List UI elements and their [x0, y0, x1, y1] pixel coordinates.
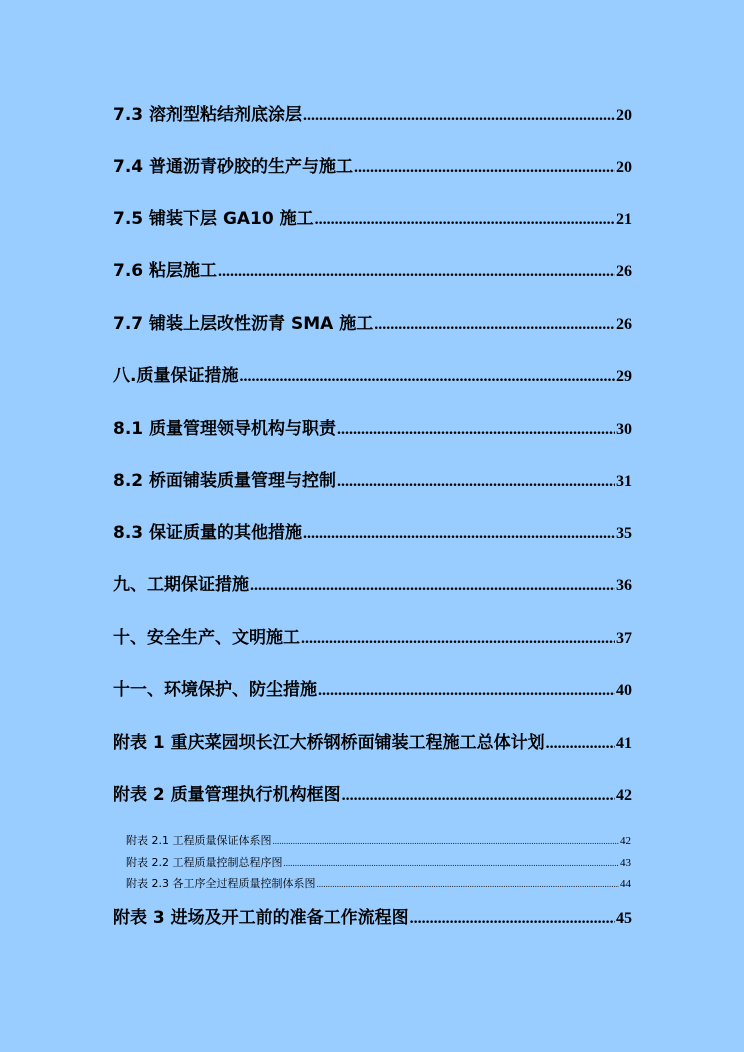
toc-page-number: 20 [616, 107, 632, 124]
toc-dot-leader [318, 679, 615, 703]
toc-dot-leader [546, 732, 615, 756]
toc-dot-leader [218, 260, 615, 284]
toc-entry-title: 八.质量保证措施 [113, 366, 239, 386]
toc-entry[interactable] [113, 469, 632, 493]
toc-entry[interactable] [113, 521, 632, 545]
toc-entry-title: 十一、环境保护、防尘措施 [113, 680, 317, 700]
toc-page-number: 43 [620, 857, 631, 869]
toc-entry-title: 附表 2 质量管理执行机构框图 [113, 785, 341, 805]
toc-page-number: 20 [616, 159, 632, 176]
toc-entry-title: 8.2 桥面铺装质量管理与控制 [113, 471, 337, 491]
toc-dot-leader [354, 156, 615, 180]
toc-dot-leader [303, 522, 615, 546]
toc-dot-leader [315, 208, 615, 232]
toc-entry[interactable] [113, 103, 632, 127]
toc-dot-leader [239, 365, 615, 389]
toc-page-number: 45 [616, 910, 632, 927]
toc-subentry[interactable] [126, 855, 631, 871]
toc-page-number: 35 [616, 525, 632, 542]
toc-page-number: 40 [616, 682, 632, 699]
toc-page-number: 44 [620, 878, 631, 890]
toc-entry-title: 7.7 铺装上层改性沥青 SMA 施工 [113, 314, 374, 334]
toc-page-number: 26 [616, 316, 632, 333]
toc-entry-title: 十、安全生产、文明施工 [113, 628, 300, 648]
toc-entry-title: 8.3 保证质量的其他措施 [113, 523, 303, 543]
toc-entry-title: 7.3 溶剂型粘结剂底涂层 [113, 105, 303, 125]
toc-entry-title: 附表 2.2 工程质量控制总程序图 [126, 856, 283, 869]
toc-entry[interactable] [113, 364, 632, 388]
toc-dot-leader [337, 470, 615, 494]
toc-entry-title: 附表 2.1 工程质量保证体系图 [126, 834, 272, 847]
toc-entry[interactable] [113, 626, 632, 650]
toc-entry-title: 附表 1 重庆菜园坝长江大桥钢桥面铺装工程施工总体计划 [113, 733, 545, 753]
toc-dot-leader [317, 876, 620, 892]
toc-dot-leader [374, 313, 615, 337]
toc-page-number: 31 [616, 473, 632, 490]
toc-entry[interactable] [113, 207, 632, 231]
toc-page-number: 42 [616, 787, 632, 804]
toc-subentry[interactable] [126, 876, 631, 892]
toc-entry[interactable] [113, 155, 632, 179]
toc-page-number: 26 [616, 263, 632, 280]
toc-entry[interactable] [113, 678, 632, 702]
toc-entry[interactable] [113, 783, 632, 807]
toc-entry[interactable] [113, 417, 632, 441]
toc-entry[interactable] [113, 906, 632, 930]
toc-dot-leader [410, 907, 615, 931]
toc-dot-leader [273, 833, 620, 849]
toc-page-number: 42 [620, 835, 631, 847]
toc-subentry[interactable] [126, 833, 631, 849]
toc-entry[interactable] [113, 573, 632, 597]
toc-entry-title: 7.6 粘层施工 [113, 261, 218, 281]
toc-page-number: 30 [616, 421, 632, 438]
toc-entry-title: 附表 2.3 各工序全过程质量控制体系图 [126, 877, 316, 890]
toc-entry[interactable] [113, 731, 632, 755]
toc-entry-title: 7.5 铺装下层 GA10 施工 [113, 209, 314, 229]
toc-dot-leader [250, 574, 615, 598]
toc-entry[interactable] [113, 259, 632, 283]
toc-dot-leader [342, 784, 615, 808]
toc-entry-title: 附表 3 进场及开工前的准备工作流程图 [113, 908, 409, 928]
toc-page-number: 29 [616, 368, 632, 385]
toc-entry-title: 8.1 质量管理领导机构与职责 [113, 419, 337, 439]
toc-page-number: 36 [616, 577, 632, 594]
toc-dot-leader [303, 104, 615, 128]
toc-page-number: 41 [616, 735, 632, 752]
toc-entry-title: 九、工期保证措施 [113, 575, 249, 595]
toc-dot-leader [337, 418, 615, 442]
toc-page-number: 37 [616, 630, 632, 647]
toc-dot-leader [301, 627, 615, 651]
toc-entry-title: 7.4 普通沥青砂胶的生产与施工 [113, 157, 354, 177]
toc-page-number: 21 [616, 211, 632, 228]
toc-entry[interactable] [113, 312, 632, 336]
toc-dot-leader [284, 855, 620, 871]
